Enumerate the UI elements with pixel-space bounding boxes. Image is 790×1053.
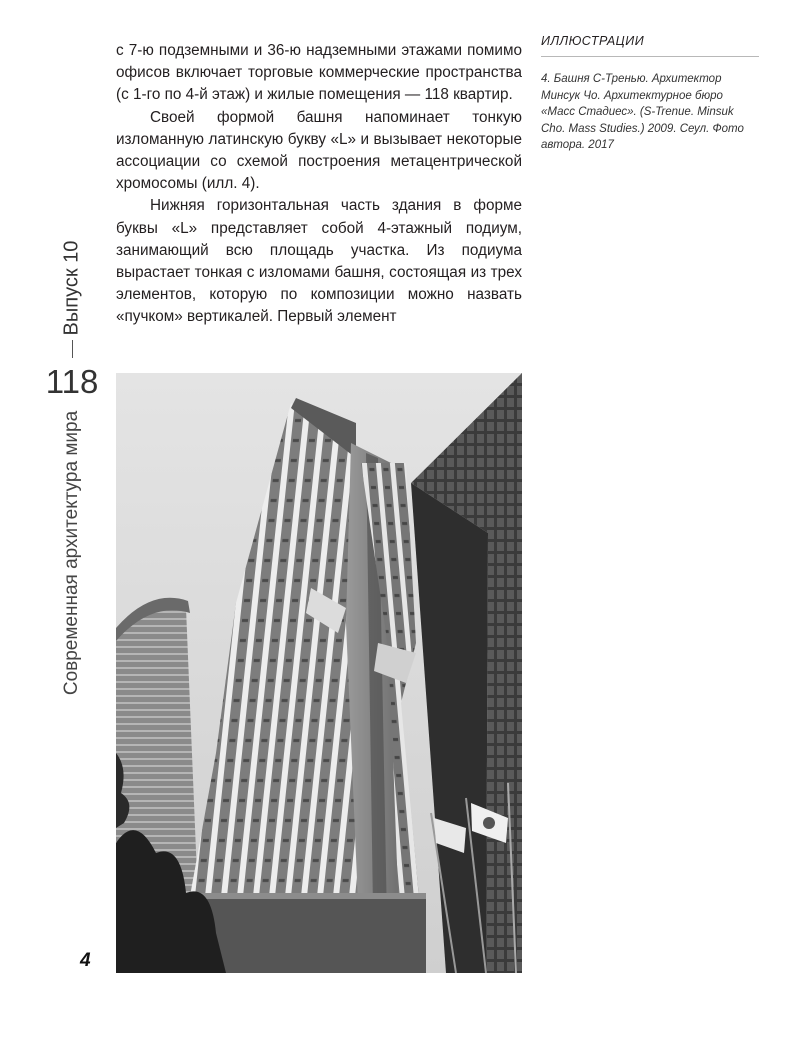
paragraph-1: с 7-ю подземными и 36-ю надземными этажами помимо офисов включает торговые коммерческие пространства (с 1-го по 4-й этаж) и жилые помещения — 118 квартир. — [116, 42, 522, 104]
tower-photo-illustration — [116, 373, 522, 973]
journal-page-number: 118 — [45, 363, 99, 400]
figure-caption: 4. Башня С-Тренью. Архитектор Минсук Чо. Архитектурное бюро «Масс Стадиес». (S-Trenue. Minsuk Cho. Mass Studies.) 2009. Сеул. Фото автора. 2017 — [541, 73, 744, 151]
margin-divider — [72, 340, 73, 358]
tower-photo — [116, 373, 522, 973]
journal-title: Современная архитектура мира — [61, 410, 82, 696]
paragraph-2: Своей формой башня напоминает тонкую изломанную латинскую букву «L» и вызывает некоторые ассоциации со схемой построения метацентрической хромосомы (илл. 4). — [116, 108, 522, 193]
page-number: 4 — [80, 950, 91, 971]
paragraph-3: Нижняя горизонтальная часть здания в форме буквы «L» представляет собой 4-этажный подиум, занимающий всю площадь участка. Из подиума вырастает тонкая с изломами башня, состоящая из трех элементов, которую по композиции можно назвать «пучком» вертикалей. Первый элемент — [116, 197, 522, 326]
illustrations-heading: ИЛЛЮСТРАЦИИ — [541, 34, 759, 57]
issue-label: Выпуск 10 — [60, 240, 83, 336]
body-text-column — [116, 40, 522, 329]
